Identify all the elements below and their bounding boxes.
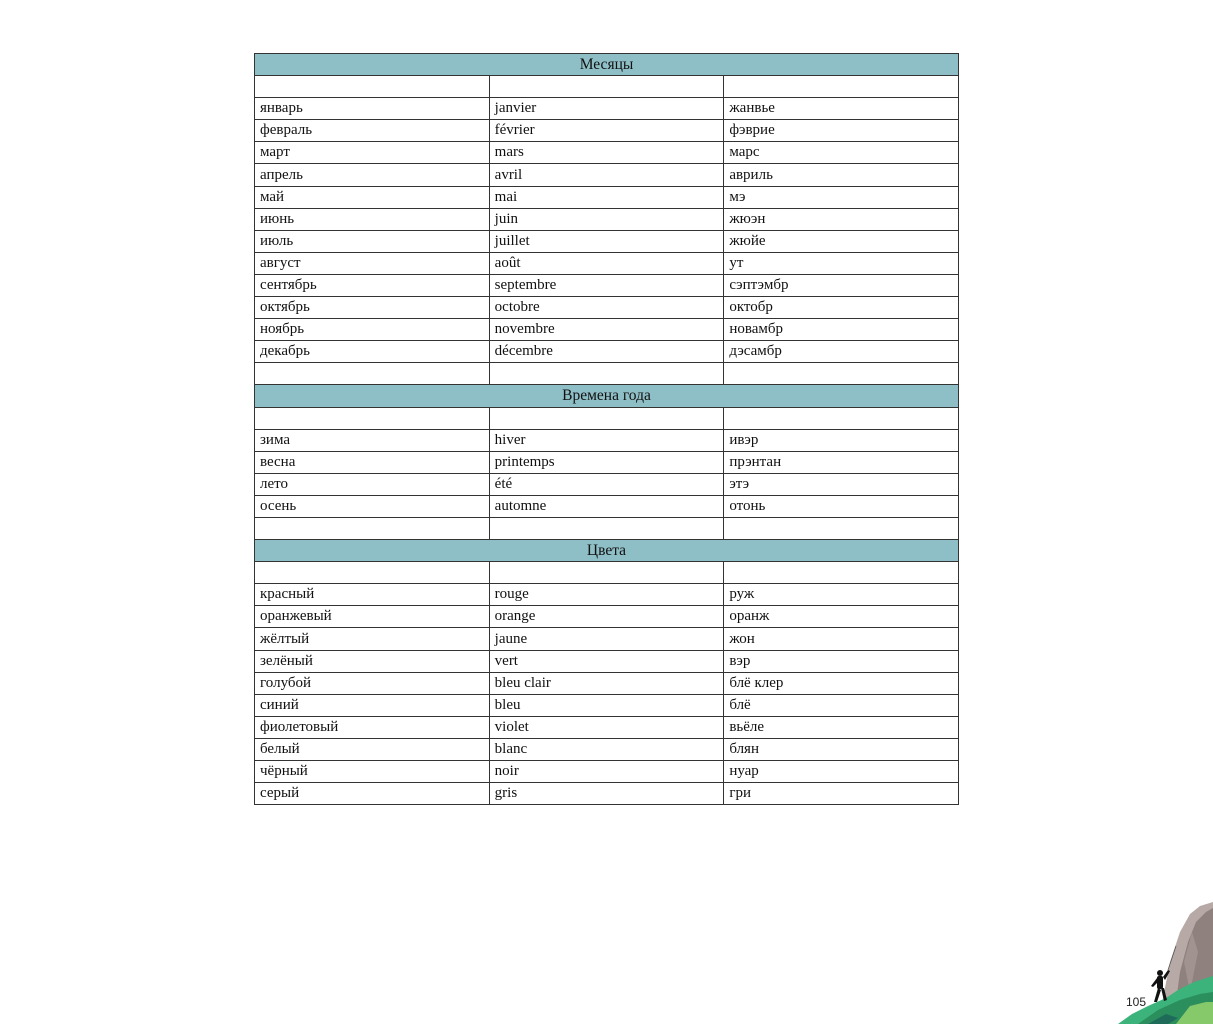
french-word: avril (489, 164, 724, 186)
table-row (255, 341, 959, 363)
transcription: фэврие (724, 120, 959, 142)
transcription: жюэн (724, 208, 959, 230)
russian-word: весна (255, 451, 490, 473)
french-word: blanc (489, 738, 724, 760)
russian-word: август (255, 252, 490, 274)
russian-word: синий (255, 694, 490, 716)
section-header-row (255, 385, 959, 407)
french-word: vert (489, 650, 724, 672)
empty-row (255, 76, 959, 98)
french-word: décembre (489, 341, 724, 363)
russian-word: октябрь (255, 297, 490, 319)
french-word: noir (489, 761, 724, 783)
french-word: mars (489, 142, 724, 164)
french-word: jaune (489, 628, 724, 650)
french-word: juin (489, 208, 724, 230)
russian-word: февраль (255, 120, 490, 142)
table-row (255, 164, 959, 186)
table-row (255, 584, 959, 606)
section-title: Цвета (255, 540, 959, 562)
empty-row (255, 407, 959, 429)
russian-word: декабрь (255, 341, 490, 363)
russian-word: сентябрь (255, 274, 490, 296)
empty-cell (489, 363, 724, 385)
french-word: été (489, 473, 724, 495)
table-row (255, 606, 959, 628)
russian-word: июль (255, 230, 490, 252)
transcription: руж (724, 584, 959, 606)
empty-cell (489, 407, 724, 429)
transcription: ут (724, 252, 959, 274)
table-row (255, 650, 959, 672)
french-word: février (489, 120, 724, 142)
empty-row (255, 562, 959, 584)
russian-word: ноябрь (255, 319, 490, 341)
french-word: août (489, 252, 724, 274)
french-word: hiver (489, 429, 724, 451)
empty-cell (489, 562, 724, 584)
russian-word: март (255, 142, 490, 164)
russian-word: январь (255, 98, 490, 120)
transcription: жон (724, 628, 959, 650)
russian-word: зима (255, 429, 490, 451)
table-row (255, 230, 959, 252)
table-row (255, 716, 959, 738)
russian-word: чёрный (255, 761, 490, 783)
russian-word: апрель (255, 164, 490, 186)
section-header-row (255, 540, 959, 562)
empty-cell (255, 407, 490, 429)
page-number: 105 (1126, 995, 1147, 1009)
russian-word: июнь (255, 208, 490, 230)
french-word: septembre (489, 274, 724, 296)
transcription: блян (724, 738, 959, 760)
empty-cell (255, 562, 490, 584)
transcription: этэ (724, 473, 959, 495)
section-header-row (255, 54, 959, 76)
transcription: прэнтан (724, 451, 959, 473)
empty-cell (489, 517, 724, 539)
russian-word: оранжевый (255, 606, 490, 628)
russian-word: красный (255, 584, 490, 606)
russian-word: жёлтый (255, 628, 490, 650)
french-word: bleu clair (489, 672, 724, 694)
empty-cell (255, 76, 490, 98)
table-row (255, 98, 959, 120)
table-row (255, 628, 959, 650)
transcription: вьёле (724, 716, 959, 738)
empty-cell (724, 517, 959, 539)
transcription: мэ (724, 186, 959, 208)
french-word: novembre (489, 319, 724, 341)
transcription: жанвье (724, 98, 959, 120)
french-word: octobre (489, 297, 724, 319)
table-row (255, 252, 959, 274)
section-title: Времена года (255, 385, 959, 407)
transcription: нуар (724, 761, 959, 783)
french-word: violet (489, 716, 724, 738)
french-word: automne (489, 495, 724, 517)
french-word: printemps (489, 451, 724, 473)
empty-cell (724, 407, 959, 429)
french-word: juillet (489, 230, 724, 252)
table-row (255, 186, 959, 208)
table-row (255, 783, 959, 805)
empty-cell (724, 76, 959, 98)
french-word: gris (489, 783, 724, 805)
empty-row (255, 517, 959, 539)
transcription: жюйе (724, 230, 959, 252)
transcription: новамбр (724, 319, 959, 341)
table-row (255, 319, 959, 341)
french-word: janvier (489, 98, 724, 120)
russian-word: голубой (255, 672, 490, 694)
russian-word: серый (255, 783, 490, 805)
table-row (255, 473, 959, 495)
transcription: октобр (724, 297, 959, 319)
russian-word: лето (255, 473, 490, 495)
table-row (255, 429, 959, 451)
french-word: mai (489, 186, 724, 208)
empty-cell (255, 363, 490, 385)
table-row (255, 142, 959, 164)
transcription: сэптэмбр (724, 274, 959, 296)
table-row (255, 208, 959, 230)
transcription: блё (724, 694, 959, 716)
transcription: марс (724, 142, 959, 164)
empty-cell (724, 363, 959, 385)
empty-cell (255, 517, 490, 539)
transcription: дэсамбр (724, 341, 959, 363)
table-row (255, 274, 959, 296)
table-row (255, 451, 959, 473)
mountain-climber-illustration (1118, 902, 1213, 1024)
transcription: ивэр (724, 429, 959, 451)
empty-cell (724, 562, 959, 584)
table-row (255, 297, 959, 319)
russian-word: осень (255, 495, 490, 517)
russian-word: май (255, 186, 490, 208)
table-row (255, 495, 959, 517)
transcription: вэр (724, 650, 959, 672)
russian-word: белый (255, 738, 490, 760)
table-row (255, 761, 959, 783)
transcription: авриль (724, 164, 959, 186)
transcription: отонь (724, 495, 959, 517)
table-row (255, 694, 959, 716)
russian-word: зелёный (255, 650, 490, 672)
section-title: Месяцы (255, 54, 959, 76)
vocabulary-table (254, 53, 959, 805)
french-word: orange (489, 606, 724, 628)
table-row (255, 120, 959, 142)
french-word: rouge (489, 584, 724, 606)
transcription: гри (724, 783, 959, 805)
table-row (255, 738, 959, 760)
table-row (255, 672, 959, 694)
russian-word: фиолетовый (255, 716, 490, 738)
transcription: блё клер (724, 672, 959, 694)
empty-row (255, 363, 959, 385)
french-word: bleu (489, 694, 724, 716)
transcription: оранж (724, 606, 959, 628)
empty-cell (489, 76, 724, 98)
